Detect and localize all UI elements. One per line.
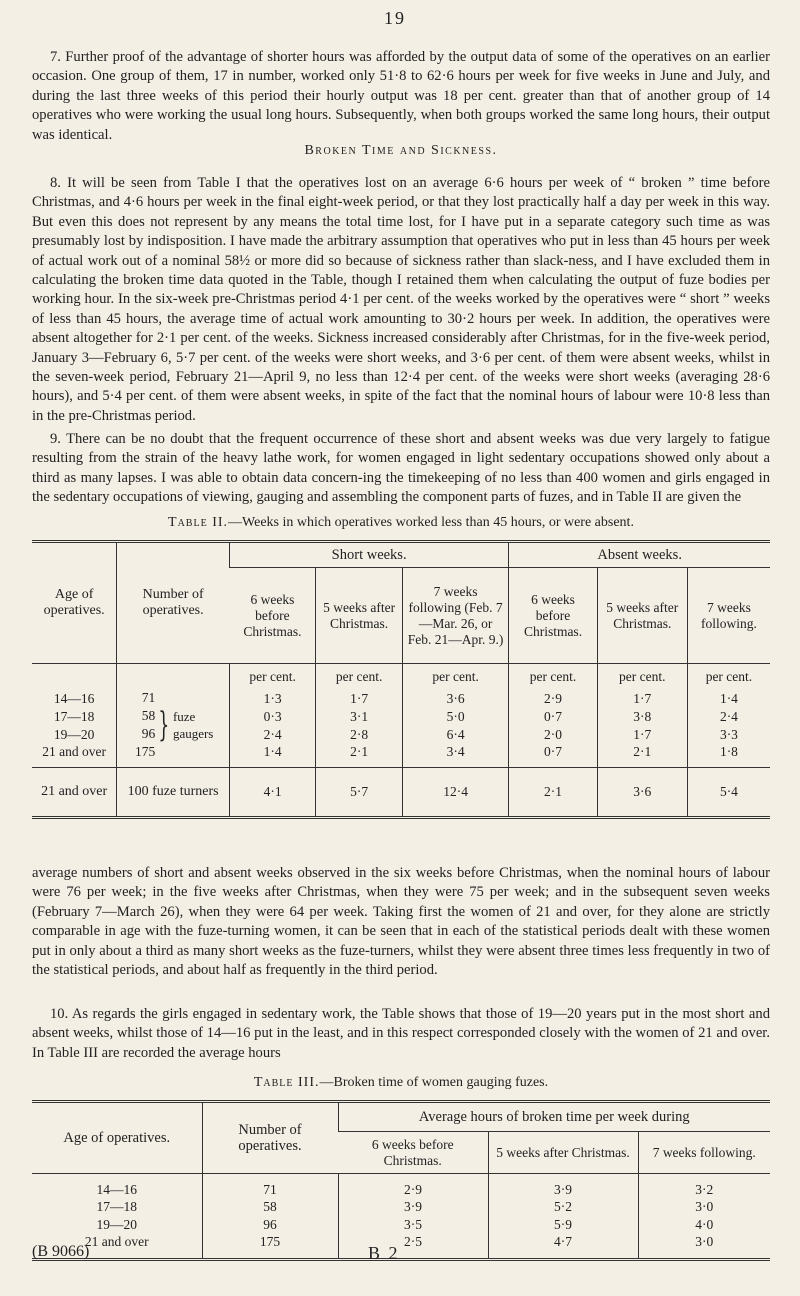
value-cell: 1·3 <box>229 690 315 708</box>
header-6w-before-short: 6 weeks before Christmas. <box>243 591 302 639</box>
num-cell: 58 <box>202 1198 338 1216</box>
value-cell: 2·9 <box>338 1174 488 1198</box>
age-cell: 17—18 <box>53 708 95 724</box>
paragraph-9-continued: average numbers of short and absent weeks observed in the six weeks before Christmas, when the nominal hours of labour were 76 per week; in the five weeks after Christmas, when they were 75 per week; and in the subsequent seven weeks (February 7—March 26), when they were 64 per week. Taking first the women of 21 and over, for they alone are strictly comparable in age with the fuze-turning women, it can be seen that in each of the statistical periods dealt with these women put in only about a third as many short weeks as the fuze-turners, whilst they were absent three times less frequently in two of the statistical periods, and about half as frequently in the third period. <box>32 865 770 979</box>
header-7w-following-short: 7 weeks following (Feb. 7—Mar. 26, or Feb. 21—Apr. 9.) <box>402 568 508 664</box>
table-2-caption <box>32 515 770 531</box>
group-short-weeks: Short weeks. <box>229 542 508 568</box>
value-cell: 1·4 <box>229 744 315 768</box>
unit-1: per cent. <box>229 664 315 690</box>
num-cell: 175 <box>202 1234 338 1260</box>
footer-print-code: (B 9066) <box>32 1243 90 1260</box>
header-number: Number of operatives. <box>117 542 230 664</box>
value-cell: 2·8 <box>316 726 402 744</box>
paragraph-9: 9. There can be no doubt that the frequent occurrence of these short and absent weeks was due very largely to fatigue resulting from the strain of the heavy lathe work, for women engaged in light sedentary occupations showed only about a third as many lapses. I was able to obtain data concern-ing the timekeeping of no less than 400 women and girls engaged in the sedentary occupations of viewing, gauging and assembling the component parts of fuzes, and in Table II are given the <box>32 431 770 506</box>
header-7w-following-absent: 7 weeks following. <box>687 568 770 664</box>
t3-header-6w-before: 6 weeks before Christmas. <box>371 1136 454 1168</box>
unit-6: per cent. <box>687 664 770 690</box>
value-cell: 3·1 <box>316 708 402 726</box>
value-cell: 3·0 <box>638 1234 770 1260</box>
age-cell: 19—20 <box>96 1216 137 1232</box>
value-cell: 2·1 <box>597 744 687 768</box>
value-cell: 2·9 <box>509 690 597 708</box>
table-2-title: —Weeks in which operatives worked less than 45 hours, or were absent. <box>228 515 634 530</box>
header-age: Age of operatives. <box>43 587 105 618</box>
group-absent-weeks: Absent weeks. <box>509 542 770 568</box>
value-cell: 12·4 <box>402 768 508 818</box>
value-cell: 5·0 <box>402 708 508 726</box>
value-cell: 1·8 <box>687 744 770 768</box>
brace-icon: } <box>158 705 170 745</box>
value-cell: 5·9 <box>488 1216 638 1234</box>
value-cell: 4·7 <box>488 1234 638 1260</box>
gauger-num-21-over: 175 <box>135 744 156 759</box>
unit-5: per cent. <box>597 664 687 690</box>
value-cell: 1·7 <box>316 690 402 708</box>
age-cell: 14—16 <box>53 690 95 706</box>
table-3 <box>32 1100 770 1261</box>
value-cell: 5·2 <box>488 1198 638 1216</box>
value-cell: 3·2 <box>638 1174 770 1198</box>
unit-3: per cent. <box>402 664 508 690</box>
value-cell: 1·7 <box>597 726 687 744</box>
value-cell: 0·3 <box>229 708 315 726</box>
header-5w-after-short: 5 weeks after Christmas. <box>316 568 402 664</box>
paragraph-10: 10. As regards the girls engaged in sedentary work, the Table shows that those of 19—20 years put in the most short and absent weeks, whilst those of 14—16 put in the least, and in this respect corresponded closely with the women of 21 and over. In Table III are recorded the average hours <box>32 1006 770 1061</box>
section-heading: Broken Time and Sickness. <box>304 143 498 158</box>
value-cell: 5·4 <box>687 768 770 818</box>
age-cell: 21 and over <box>42 743 107 759</box>
value-cell: 5·7 <box>316 768 402 818</box>
value-cell: 3·6 <box>597 768 687 818</box>
value-cell: 6·4 <box>402 726 508 744</box>
value-cell: 4·1 <box>229 768 315 818</box>
paragraph-7: 7. Further proof of the advantage of shorter hours was afforded by the output data of some of the operatives on an earlier occasion. One group of them, 17 in number, worked only 51·8 to 62·6 hours per week for five weeks in June and July, and during the last three weeks of this period their hourly output was 18 per cent. greater than that of another group of 14 operatives who were working the usual long hours. Subsequently, when both groups worked the same long hours, their output was identical. <box>32 49 770 143</box>
value-cell: 3·5 <box>338 1216 488 1234</box>
table-3-caption <box>32 1075 770 1091</box>
value-cell: 2·1 <box>316 744 402 768</box>
value-cell: 3·9 <box>488 1174 638 1198</box>
value-cell: 3·4 <box>402 744 508 768</box>
turners-age: 21 and over <box>41 784 108 799</box>
gauger-num-19-20: 96 <box>141 726 156 741</box>
header-6w-before-absent: 6 weeks before Christmas. <box>509 568 597 664</box>
value-cell: 3·0 <box>638 1198 770 1216</box>
num-cell: 96 <box>202 1216 338 1234</box>
num-cell: 71 <box>202 1174 338 1198</box>
unit-4: per cent. <box>509 664 597 690</box>
value-cell: 3·6 <box>402 690 508 708</box>
value-cell: 1·4 <box>687 690 770 708</box>
value-cell: 1·7 <box>597 690 687 708</box>
value-cell: 0·7 <box>509 744 597 768</box>
value-cell: 4·0 <box>638 1216 770 1234</box>
value-cell: 3·8 <box>597 708 687 726</box>
age-cell: 17—18 <box>96 1198 137 1214</box>
footer-signature: B 2 <box>368 1243 400 1263</box>
value-cell: 2·1 <box>509 768 597 818</box>
t3-group: Average hours of broken time per week during <box>338 1102 770 1132</box>
age-cell: 19—20 <box>53 726 95 742</box>
value-cell: 2·5 <box>338 1234 488 1260</box>
value-cell: 3·9 <box>338 1198 488 1216</box>
age-cell: 14—16 <box>96 1181 137 1197</box>
table-3-label: Table III. <box>253 1075 320 1090</box>
t3-header-age: Age of operatives. <box>63 1129 171 1146</box>
table-2 <box>32 540 770 819</box>
value-cell: 2·4 <box>229 726 315 744</box>
value-cell: 3·3 <box>687 726 770 744</box>
gauger-num-17-18: 58 <box>141 708 156 723</box>
value-cell: 0·7 <box>509 708 597 726</box>
page-number: 19 <box>384 8 406 28</box>
turners-num: 100 fuze turners <box>117 768 230 818</box>
value-cell: 2·0 <box>509 726 597 744</box>
fuze-gaugers-label: fuze gaugers <box>172 709 214 741</box>
header-5w-after-absent: 5 weeks after Christmas. <box>597 568 687 664</box>
t3-header-7w-following: 7 weeks following. <box>638 1132 770 1174</box>
paragraph-8: 8. It will be seen from Table I that the operatives lost on an average 6·6 hours per week of “ broken ” time before Christmas, and 4·6 hours per week in the final eight-week period, or that they lost practically half a day per week in this way. But even this does not represent by any means the total time lost, for I have put in a separate category such time as was presumably lost by indisposition. I have made the arbitrary assumption that operatives who put in less than 45 hours per week of actual work out of a nominal 58½ or more did so because of sickness rather than slack-ness, and I have excluded them in calculating the broken time data quoted in the Table, though I retained them when calculating the output of fuze bodies per working hour. In the six-week pre-Christmas period 4·1 per cent. of the weeks worked by the operatives were “ short ” weeks of less than 45 hours, the average time of actual work amounting to 30·2 hours per week. In addition, the operatives were absent altogether for 2·1 per cent. of the weeks. Sickness increased considerably after Christmas, for in the five-week period, January 3—February 6, 5·7 per cent. of the weeks were short weeks, and 3·6 per cent. of them were absent weeks, whilst in the seven-week period, February 21—April 9, no less than 12·4 per cent. of the weeks were short weeks (averaging 28·6 hours), and 5·4 per cent. of them were absent weeks, in spite of the fact that the nominal hours of labour were 10·8 less than in the pre-Christmas period. <box>32 175 770 424</box>
t3-header-5w-after: 5 weeks after Christmas. <box>488 1132 638 1174</box>
value-cell: 2·4 <box>687 708 770 726</box>
age-cell: 21 and over <box>84 1233 149 1249</box>
gauger-num-14-16: 71 <box>141 690 156 705</box>
table-3-title: —Broken time of women gauging fuzes. <box>319 1075 549 1090</box>
table-2-label: Table II. <box>168 515 229 530</box>
t3-header-number: Number of operatives. <box>202 1102 338 1174</box>
unit-2: per cent. <box>316 664 402 690</box>
